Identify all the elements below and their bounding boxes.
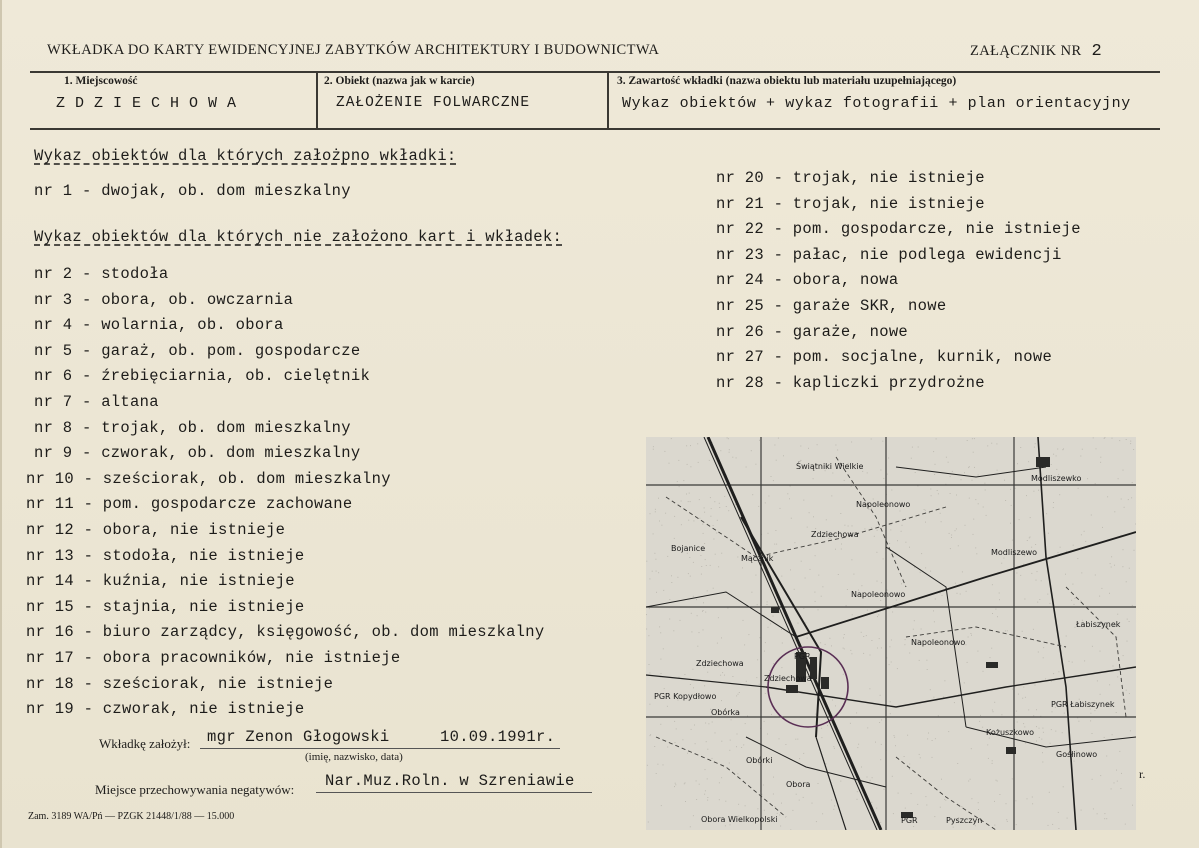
author-date: 10.09.1991r. <box>440 728 556 746</box>
contents-label: 3. Zawartość wkładki (nazwa obiektu lub materiału uzupełniającego) <box>617 75 957 87</box>
heading-with-inserts: Wykaz obiektów dla których założpno wkładki: <box>34 147 457 165</box>
map-label: Napoleonowo <box>911 638 966 647</box>
list-item: nr 21 - trojak, nie istnieje <box>716 195 985 213</box>
list-item: nr 13 - stodoła, nie istnieje <box>26 547 305 565</box>
list-item: nr 27 - pom. socjalne, kurnik, nowe <box>716 348 1053 366</box>
list-item: nr 3 - obora, ob. owczarnia <box>34 291 294 309</box>
map-label: PGR Łabiszynek <box>1051 700 1115 709</box>
author-line <box>200 748 560 749</box>
list-item: nr 24 - obora, nowa <box>716 271 899 289</box>
map-label: PGR Kopydłowo <box>654 692 717 701</box>
list-item: nr 26 - garaże, nowe <box>716 323 909 341</box>
list-item: nr 5 - garaż, ob. pom. gospodarcze <box>34 342 361 360</box>
map-label: Gośłinowo <box>1056 750 1098 759</box>
list-item: nr 25 - garaże SKR, nowe <box>716 297 947 315</box>
map-label: Łabiszynek <box>1076 620 1121 629</box>
map-label: Świątniki Wielkie <box>796 462 864 471</box>
list-item: nr 9 - czworak, ob. dom mieszkalny <box>34 444 361 462</box>
map-label: Modliszewko <box>1031 474 1082 483</box>
map-label: Napoleonowo <box>856 500 911 509</box>
map-label: Kożuszkowo <box>986 728 1035 737</box>
author-value: mgr Zenon Głogowski <box>207 728 390 746</box>
attachment-number: 2 <box>1091 42 1103 61</box>
map-label: Napoleonowo <box>851 590 906 599</box>
storage-line <box>316 792 592 793</box>
form-top-line <box>30 71 1160 73</box>
map-label: Zdziechowa <box>811 530 859 539</box>
object-label: 2. Obiekt (nazwa jak w karcie) <box>324 75 475 87</box>
locality-label: 1. Miejscowość <box>64 75 138 87</box>
map-label: Obora <box>786 780 811 789</box>
attachment-label-text: ZAŁĄCZNIK NR <box>970 43 1082 59</box>
paper-edge <box>0 0 2 848</box>
list-item: nr 17 - obora pracowników, nie istnieje <box>26 649 401 667</box>
list-item: nr 23 - pałac, nie podlega ewidencji <box>716 246 1062 264</box>
map-label: Modliszewo <box>991 548 1038 557</box>
author-label: Wkładkę założył: <box>99 736 191 751</box>
list-item: nr 18 - sześciorak, nie istnieje <box>26 675 334 693</box>
object-value: ZAŁOŻENIE FOLWARCZNE <box>336 95 531 111</box>
map-drawing <box>646 437 1136 830</box>
list-item: nr 15 - stajnia, nie istnieje <box>26 598 305 616</box>
list-item: nr 8 - trojak, ob. dom mieszkalny <box>34 419 351 437</box>
form-divider-1 <box>316 71 318 129</box>
list-item: nr 19 - czworak, nie istnieje <box>26 700 305 718</box>
form-divider-2 <box>607 71 609 129</box>
list-item: nr 10 - sześciorak, ob. dom mieszkalny <box>26 470 391 488</box>
map-label: Obórka <box>711 708 740 717</box>
list-item: nr 28 - kapliczki przydrożne <box>716 374 985 392</box>
list-item: nr 2 - stodoła <box>34 265 169 283</box>
heading-without-inserts: Wykaz obiektów dla których nie założono kart i wkładek: <box>34 228 563 246</box>
map-label: PGR <box>901 816 918 825</box>
map-label: Obora Wielkopolski <box>701 815 778 824</box>
map-label: Zdziechowa <box>764 674 812 683</box>
document-title: WKŁADKA DO KARTY EWIDENCYJNEJ ZABYTKÓW ARCHITEKTURY I BUDOWNICTWA <box>47 42 660 58</box>
map-label: PGR <box>794 652 811 661</box>
list-item: nr 22 - pom. gospodarcze, nie istnieje <box>716 220 1081 238</box>
author-hint: (imię, nazwisko, data) <box>305 751 403 763</box>
orientation-map <box>646 437 1136 830</box>
attachment-label <box>970 42 1102 61</box>
list-item: nr 4 - wolarnia, ob. obora <box>34 316 284 334</box>
list-item: nr 12 - obora, nie istnieje <box>26 521 286 539</box>
map-label: Mącznik <box>741 554 774 563</box>
print-code: Zam. 3189 WA/Pń — PZGK 21448/1/88 — 15.000 <box>28 811 235 822</box>
list-item: nr 16 - biuro zarządcy, księgowość, ob. dom mieszkalny <box>26 623 545 641</box>
form-bottom-line <box>30 128 1160 130</box>
map-edge-mark: r. <box>1139 767 1146 781</box>
list-item: nr 1 - dwojak, ob. dom mieszkalny <box>34 182 351 200</box>
locality-value: ZDZIECHOWA <box>56 95 247 112</box>
map-label: Obórki <box>746 756 773 765</box>
map-label: Zdziechowa <box>696 659 744 668</box>
list-item: nr 7 - altana <box>34 393 159 411</box>
contents-value: Wykaz obiektów + wykaz fotografii + plan orientacyjny <box>622 95 1131 112</box>
list-item: nr 6 - źrebięciarnia, ob. cielętnik <box>34 367 371 385</box>
map-label: Bojanice <box>671 544 706 553</box>
storage-value: Nar.Muz.Roln. w Szreniawie <box>325 772 575 790</box>
storage-label: Miejsce przechowywania negatywów: <box>95 782 295 797</box>
list-item: nr 14 - kuźnia, nie istnieje <box>26 572 295 590</box>
list-item: nr 20 - trojak, nie istnieje <box>716 169 985 187</box>
list-item: nr 11 - pom. gospodarcze zachowane <box>26 495 353 513</box>
map-label: Pyszczyn <box>946 816 983 825</box>
